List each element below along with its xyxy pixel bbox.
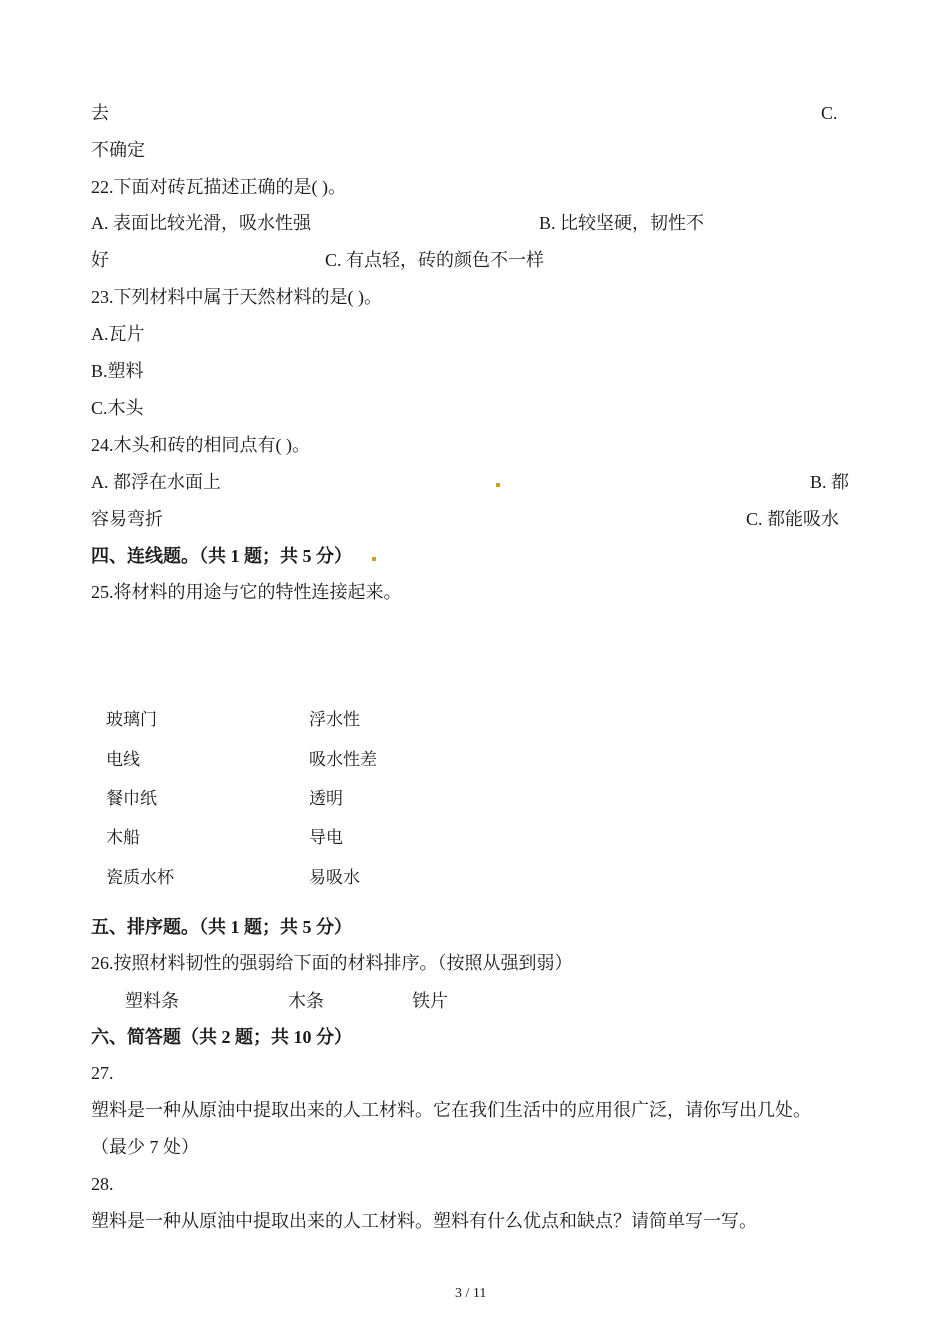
- question-25: 25.将材料的用途与它的特性连接起来。: [91, 582, 402, 602]
- q22-option-b: B. 比较坚硬，韧性不: [539, 213, 705, 233]
- question-26: 26.按照材料韧性的强弱给下面的材料排序。（按照从强到弱）: [91, 953, 573, 973]
- match-left-item: 瓷质水杯: [106, 868, 174, 888]
- match-right-item: 导电: [309, 828, 343, 848]
- question-27-number: 27.: [91, 1063, 114, 1083]
- section-5-heading: 五、排序题。（共 1 题；共 5 分）: [91, 917, 352, 937]
- decorative-dot: [372, 557, 376, 561]
- question-28-number: 28.: [91, 1174, 114, 1194]
- match-left-item: 餐巾纸: [106, 789, 157, 809]
- q23-option-c: C.木头: [91, 398, 144, 418]
- match-left-item: 电线: [106, 750, 140, 770]
- q22-option-a: A. 表面比较光滑，吸水性强: [91, 213, 311, 233]
- q24-option-b-cont: 容易弯折: [91, 509, 163, 529]
- q24-option-a: A. 都浮在水面上: [91, 472, 221, 492]
- section-4-heading: 四、连线题。（共 1 题；共 5 分）: [91, 546, 352, 566]
- q22-option-c: C. 有点轻，砖的颜色不一样: [325, 250, 545, 270]
- question-22: 22.下面对砖瓦描述正确的是( )。: [91, 177, 346, 197]
- option-c-text: 不确定: [91, 140, 145, 160]
- page-number: 3 / 11: [455, 1286, 487, 1301]
- decorative-dot: [496, 483, 500, 487]
- match-right-item: 易吸水: [309, 868, 360, 888]
- section-6-heading: 六、简答题（共 2 题；共 10 分）: [91, 1027, 352, 1047]
- option-c-label: C.: [821, 103, 838, 123]
- sort-item: 木条: [288, 991, 324, 1011]
- question-27-note: （最少 7 处）: [91, 1137, 199, 1157]
- q24-option-b: B. 都: [810, 472, 850, 492]
- match-right-item: 透明: [309, 789, 343, 809]
- question-23: 23.下列材料中属于天然材料的是( )。: [91, 287, 382, 307]
- match-right-item: 吸水性差: [309, 750, 377, 770]
- match-left-item: 玻璃门: [106, 710, 157, 730]
- q23-option-b: B.塑料: [91, 361, 144, 381]
- q23-option-a: A.瓦片: [91, 324, 145, 344]
- match-left-item: 木船: [106, 828, 140, 848]
- q22-option-b-cont: 好: [91, 250, 109, 270]
- question-27-text: 塑料是一种从原油中提取出来的人工材料。它在我们生活中的应用很广泛，请你写出几处。: [91, 1100, 811, 1120]
- match-right-item: 浮水性: [309, 710, 360, 730]
- q24-option-c: C. 都能吸水: [746, 509, 840, 529]
- question-24: 24.木头和砖的相同点有( )。: [91, 435, 310, 455]
- sort-item: 塑料条: [125, 991, 179, 1011]
- sort-item: 铁片: [412, 991, 448, 1011]
- question-28-text: 塑料是一种从原油中提取出来的人工材料。塑料有什么优点和缺点？请简单写一写。: [91, 1211, 757, 1231]
- line-fragment: 去: [91, 103, 109, 123]
